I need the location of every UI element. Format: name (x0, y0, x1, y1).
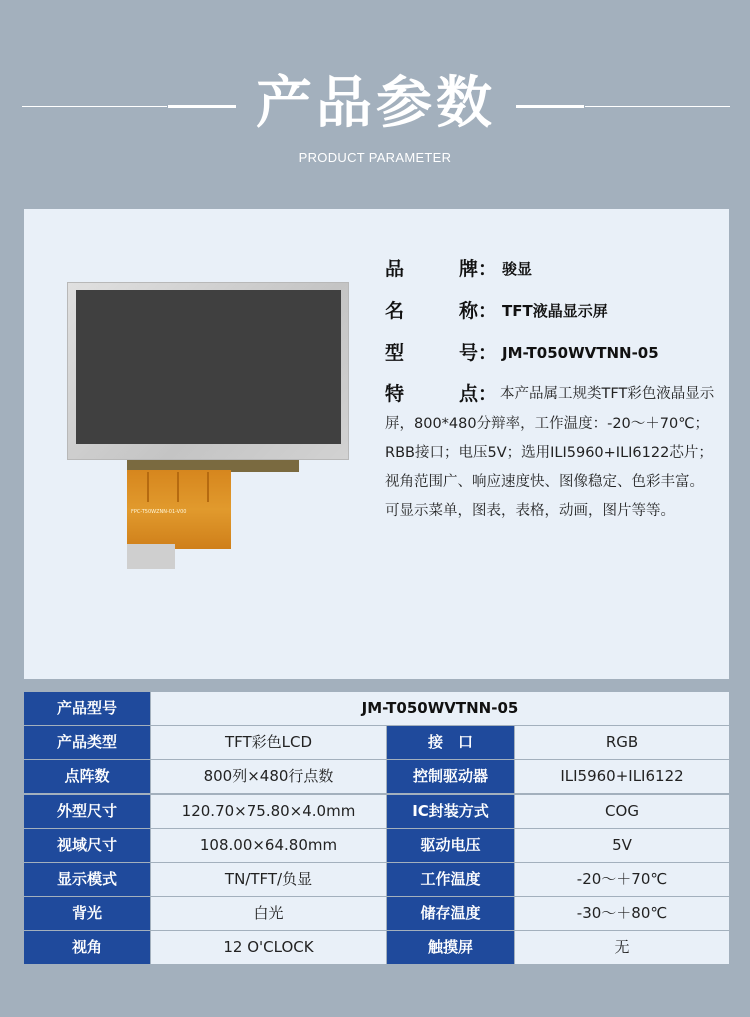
info-label (385, 380, 500, 410)
page-header (0, 0, 750, 210)
table-row (24, 795, 729, 829)
table-value-cell: TN/TFT/负显 (151, 863, 386, 896)
table-value-cell: TFT彩色LCD (151, 726, 386, 759)
label-char: 型 (385, 342, 405, 364)
table-header-cell: 外型尺寸 (24, 795, 150, 828)
table-value-cell: 白光 (151, 897, 386, 930)
table-row (24, 863, 729, 897)
info-value-brand: 骏显 (502, 260, 533, 278)
fpc-label: FPC-T50WZNN-01-V00 (131, 509, 187, 515)
table-header-cell: 触摸屏 (387, 931, 514, 964)
table-value-cell: 12 O'CLOCK (151, 931, 386, 964)
table-value-cell: 800列×480行点数 (151, 760, 386, 793)
table-header-cell: 驱动电压 (387, 829, 514, 862)
table-header-cell: 产品型号 (24, 692, 150, 725)
spec-table (24, 692, 729, 966)
fpc-tail (127, 544, 175, 569)
table-value-cell: JM-T050WVTNN-05 (151, 692, 729, 725)
table-header-cell: 控制驱动器 (387, 760, 514, 793)
info-value-model: JM-T050WVTNN-05 (502, 344, 659, 362)
table-value-cell: ILI5960+ILI6122 (515, 760, 729, 793)
table-value-cell: 无 (515, 931, 729, 964)
fpc-trace (207, 472, 209, 502)
table-header-cell: 显示模式 (24, 863, 150, 896)
header-line-right-thick (516, 105, 584, 108)
table-header-cell: 点阵数 (24, 760, 150, 793)
table-value-cell: -20～＋70℃ (515, 863, 729, 896)
label-char: 牌： (459, 258, 498, 280)
table-row (24, 726, 729, 760)
table-value-cell: 120.70×75.80×4.0mm (151, 795, 386, 828)
table-header-cell: 背光 (24, 897, 150, 930)
table-value-cell: 108.00×64.80mm (151, 829, 386, 862)
label-char: 特 (385, 383, 405, 405)
info-row-model (385, 336, 715, 378)
table-value-cell: -30～＋80℃ (515, 897, 729, 930)
label-char: 号： (459, 342, 498, 364)
label-char: 称： (459, 300, 498, 322)
table-row (24, 692, 729, 726)
table-value-cell: RGB (515, 726, 729, 759)
table-header-cell: 储存温度 (387, 897, 514, 930)
table-row (24, 931, 729, 965)
fpc-trace (177, 472, 179, 502)
label-char: 品 (385, 258, 405, 280)
lcd-screen (76, 290, 341, 444)
table-header-cell: 接 口 (387, 726, 514, 759)
table-header-cell: 工作温度 (387, 863, 514, 896)
info-row-brand (385, 252, 715, 294)
table-header-cell: 视角 (24, 931, 150, 964)
table-row (24, 829, 729, 863)
lcd-product-image (67, 282, 349, 569)
table-row (24, 897, 729, 931)
fpc-trace (147, 472, 149, 502)
label-char: 名 (385, 300, 405, 322)
label-char: 点： (459, 383, 498, 405)
table-header-cell: 视域尺寸 (24, 829, 150, 862)
table-value-cell: COG (515, 795, 729, 828)
product-panel (24, 209, 729, 679)
table-header-cell: 产品类型 (24, 726, 150, 759)
info-value-name: TFT液晶显示屏 (502, 302, 608, 320)
header-line-right-thin (585, 106, 730, 107)
table-header-cell: IC封装方式 (387, 795, 514, 828)
header-line-left-thin (22, 106, 167, 107)
info-row-feature (385, 380, 715, 526)
info-row-name (385, 294, 715, 336)
header-line-left-thick (168, 105, 236, 108)
table-value-cell: 5V (515, 829, 729, 862)
table-row (24, 760, 729, 794)
lcd-frame (67, 282, 349, 460)
spec-rows (24, 726, 729, 965)
page-subtitle: PRODUCT PARAMETER (298, 150, 452, 165)
product-info (385, 252, 715, 526)
info-value-feature: 本产品属工规类TFT彩色液晶显示屏，800*480分辩率，工作温度：-20～＋70℃；RBB接口；电压5V；选用ILI5960+ILI6122芯片；视角范围广、响应速度快、图像稳定、色彩丰富。可显示菜单，图表，表格，动画，图片等等。 (385, 386, 715, 519)
page-title: 产品参数 (256, 71, 496, 136)
